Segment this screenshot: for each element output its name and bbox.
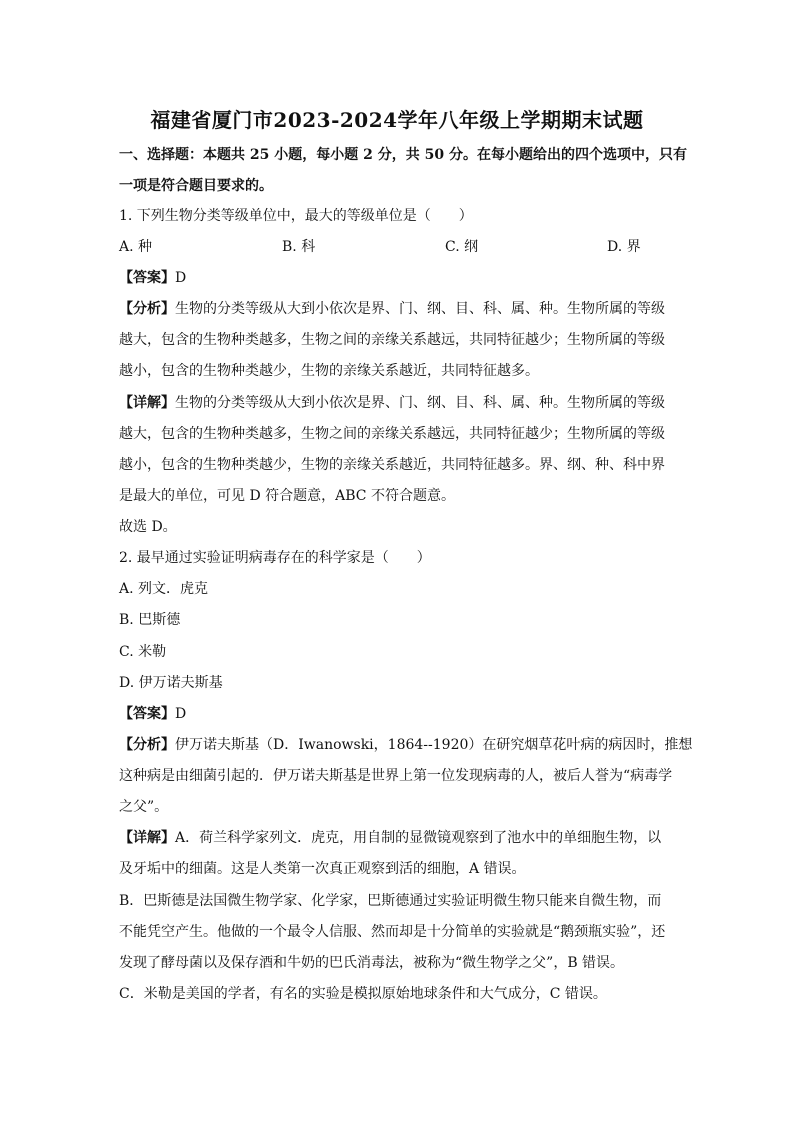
q2-analysis-line: 这种病是由细菌引起的．伊万诺夫斯基是世界上第一位发现病毒的人，被后人誉为“病毒学	[119, 768, 673, 784]
q2-option-b: B. 巴斯德	[119, 612, 181, 628]
answer-tag: 【答案】	[119, 706, 175, 722]
q1-detail-line: 是最大的单位，可见 D 符合题意，ABC 不符合题意。	[119, 488, 455, 504]
q1-detail-line: 越小，包含的生物种类越少，生物的亲缘关系越近，共同特征越多。界、纲、种、科中界	[119, 457, 665, 473]
q1-stem: 1. 下列生物分类等级单位中，最大的等级单位是（ ）	[119, 208, 473, 224]
q1-option-d: D. 界	[607, 239, 641, 255]
analysis-text: 伊万诺夫斯基（D．Iwanowski，1864--1920）在研究烟草花叶病的病因时，推想	[175, 737, 693, 753]
q1-analysis-line: 越小，包含的生物种类越少，生物的亲缘关系越近，共同特征越多。	[119, 363, 539, 379]
q2-detail-line: 不能凭空产生。他做的一个最令人信服、然而却是十分简单的实验就是“鹅颈瓶实验”，还	[119, 924, 666, 940]
detail-tag: 【详解】	[119, 830, 175, 846]
analysis-tag: 【分析】	[119, 737, 175, 753]
q1-option-b: B. 科	[282, 239, 316, 255]
q2-detail-line: 及牙垢中的细菌。这是人类第一次真正观察到活的细胞，A 错误。	[119, 861, 526, 877]
q2-analysis-line: 之父”。	[119, 799, 169, 815]
q2-detail-line	[119, 828, 679, 848]
analysis-tag: 【分析】	[119, 301, 175, 317]
section-heading-line-1: 一、选择题：本题共 25 小题，每小题 2 分，共 50 分。在每小题给出的四个选项中，只有	[119, 147, 687, 163]
q1-detail-line	[119, 393, 679, 413]
answer-tag: 【答案】	[119, 270, 175, 286]
q2-analysis-line	[119, 735, 693, 755]
q2-option-c: C. 米勒	[119, 644, 167, 660]
q1-detail-line: 越大，包含的生物种类越多，生物之间的亲缘关系越远，共同特征越少；生物所属的等级	[119, 426, 665, 442]
q2-option-a: A. 列文．虎克	[119, 581, 209, 597]
q2-stem: 2. 最早通过实验证明病毒存在的科学家是（ ）	[119, 550, 431, 566]
q1-conclusion: 故选 D。	[119, 519, 177, 535]
q1-option-c: C. 纲	[445, 239, 479, 255]
analysis-text: 生物的分类等级从大到小依次是界、门、纲、目、科、属、种。生物所属的等级	[175, 301, 665, 317]
detail-text: 生物的分类等级从大到小依次是界、门、纲、目、科、属、种。生物所属的等级	[175, 395, 665, 411]
q1-answer	[119, 268, 679, 288]
q2-option-d: D. 伊万诺夫斯基	[119, 675, 223, 691]
q2-answer	[119, 704, 679, 724]
answer-value: D	[175, 270, 187, 286]
q1-analysis-line	[119, 299, 679, 319]
page-title: 福建省厦门市2023-2024学年八年级上学期期末试题	[150, 108, 644, 132]
q2-detail-line: 发现了酵母菌以及保存酒和牛奶的巴氏消毒法，被称为“微生物学之父”，B 错误。	[119, 955, 625, 971]
q2-detail-line: B．巴斯德是法国微生物学家、化学家，巴斯德通过实验证明微生物只能来自微生物，而	[119, 893, 662, 909]
q1-option-a: A. 种	[119, 239, 153, 255]
detail-text: A．荷兰科学家列文．虎克，用自制的显微镜观察到了池水中的单细胞生物，以	[175, 830, 662, 846]
q2-detail-line: C．米勒是美国的学者，有名的实验是模拟原始地球条件和大气成分，C 错误。	[119, 986, 607, 1002]
section-heading-line-2: 一项是符合题目要求的。	[119, 178, 273, 194]
q1-analysis-line: 越大，包含的生物种类越多，生物之间的亲缘关系越远，共同特征越少；生物所属的等级	[119, 332, 665, 348]
detail-tag: 【详解】	[119, 395, 175, 411]
answer-value: D	[175, 706, 187, 722]
